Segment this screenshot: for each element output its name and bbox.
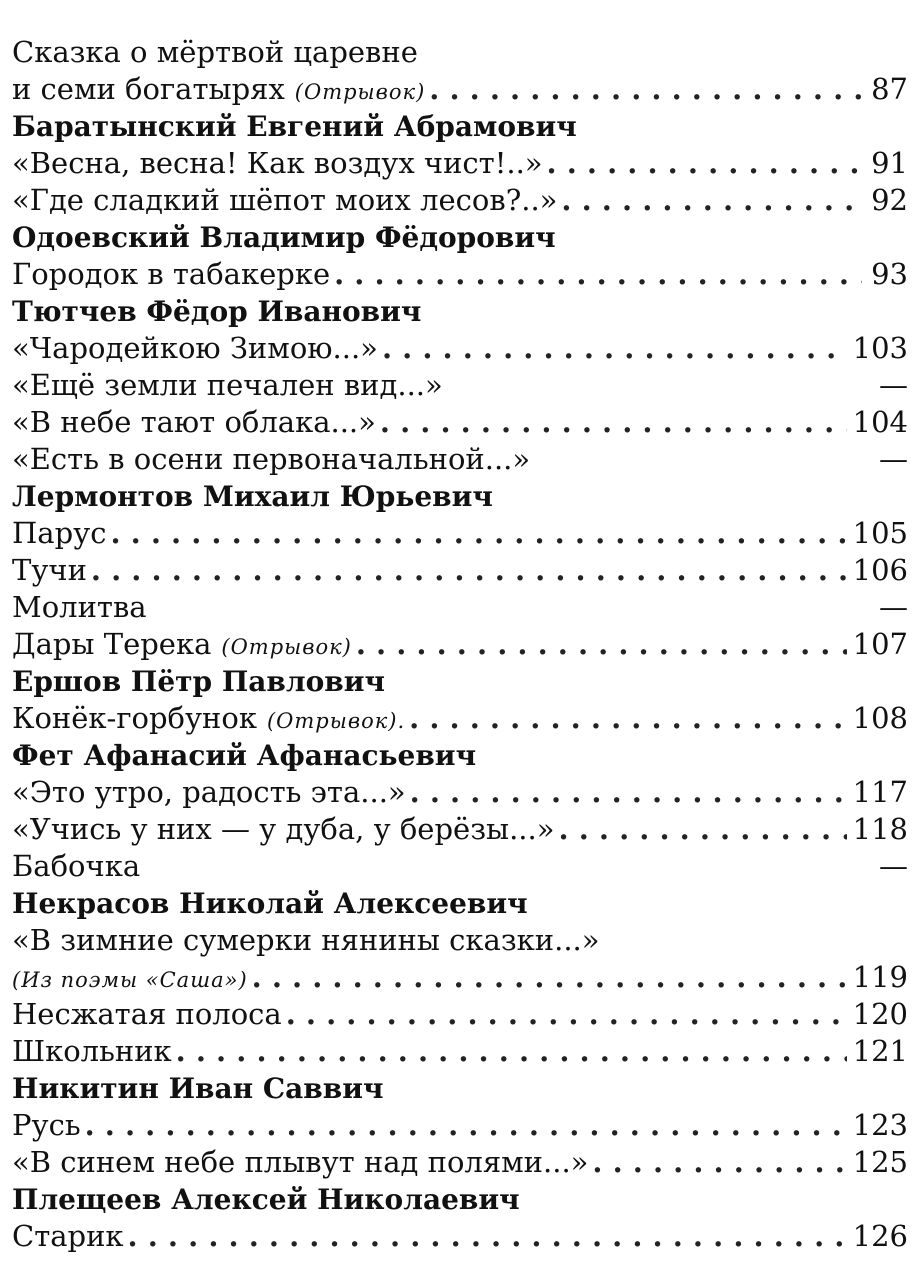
entry-title: Бабочка [12, 849, 141, 883]
toc-entry [12, 256, 908, 293]
author-heading: Баратынский Евгений Абрамович [12, 110, 577, 143]
dot-leader [380, 404, 847, 441]
page-number: 123 [852, 1108, 908, 1142]
toc-entry [12, 1218, 908, 1255]
dot-leader [559, 811, 847, 848]
toc-entry [12, 145, 908, 182]
dot-leader [286, 996, 847, 1033]
toc-entry [12, 848, 908, 885]
dot-leader [410, 774, 847, 811]
entry-title: Молитва [12, 590, 147, 624]
entry-note: (Из поэмы «Саша») [12, 968, 248, 992]
toc-entry [12, 404, 908, 441]
dot-leader [252, 959, 847, 996]
entry-note: (Отрывок) [221, 635, 352, 659]
toc-title-line [12, 922, 908, 959]
toc-entry [12, 330, 908, 367]
toc-entry [12, 552, 908, 589]
toc-entry [12, 1033, 908, 1070]
dot-leader [128, 1218, 847, 1255]
entry-title: Старик [12, 1219, 124, 1253]
page-number: 91 [871, 146, 908, 180]
page-number: — [879, 590, 908, 624]
author-heading: Одоевский Владимир Фёдорович [12, 221, 556, 254]
toc-entry [12, 367, 908, 404]
toc-entry [12, 589, 908, 626]
entry-title: «Ещё земли печален вид...» [12, 368, 443, 402]
toc-entry [12, 996, 908, 1033]
page-number: 125 [852, 1145, 908, 1179]
page-number: 107 [852, 627, 908, 661]
page-number: 121 [852, 1034, 908, 1068]
page-number: 104 [852, 405, 908, 439]
dot-leader [110, 515, 846, 552]
toc-entry [12, 700, 908, 737]
entry-title: Русь [12, 1108, 81, 1142]
entry-title: «Это утро, радость эта...» [12, 775, 406, 809]
entry-title: Несжатая полоса [12, 997, 282, 1031]
entry-title: и семи богатырях [12, 72, 285, 106]
toc-entry [12, 1107, 908, 1144]
dot-leader [592, 1144, 846, 1181]
entry-title: «Чародейкою Зимою...» [12, 331, 378, 365]
author-heading: Плещеев Алексей Николаевич [12, 1183, 520, 1216]
dot-leader [429, 71, 862, 108]
author-heading: Ершов Пётр Павлович [12, 665, 385, 698]
entry-title: Тучи [12, 553, 87, 587]
entry-title: «Весна, весна! Как воздух чист!..» [12, 146, 543, 180]
page-number: 105 [852, 516, 908, 550]
entry-note: (Отрывок) [294, 80, 426, 104]
entry-title: «Учись у них — у дуба, у берёзы...» [12, 812, 555, 846]
page-number: 117 [852, 775, 908, 809]
page-number: 119 [852, 960, 908, 994]
entry-title: «Есть в осени первоначальной...» [12, 442, 531, 476]
toc-entry [12, 959, 908, 996]
author-heading: Лермонтов Михаил Юрьевич [12, 480, 493, 513]
toc-entry [12, 441, 908, 478]
table-of-contents [12, 34, 908, 1255]
page-number: 120 [852, 997, 908, 1031]
page-number: 103 [852, 331, 908, 365]
author-heading: Некрасов Николай Алексеевич [12, 887, 528, 920]
author-heading: Фет Афанасий Афанасьевич [12, 739, 477, 772]
entry-note: (Отрывок). [266, 709, 406, 733]
page-number: — [879, 849, 908, 883]
author-heading: Тютчев Фёдор Иванович [12, 295, 422, 328]
dot-leader [85, 1107, 847, 1144]
author-heading: Никитин Иван Саввич [12, 1072, 384, 1105]
toc-entry [12, 626, 908, 663]
entry-title: Парус [12, 516, 107, 550]
dot-leader [409, 700, 847, 737]
page-number: 106 [852, 553, 908, 587]
dot-leader [334, 256, 862, 293]
entry-title: «В синем небе плывут над полями...» [12, 1145, 589, 1179]
page-number: 87 [871, 72, 908, 106]
page-number: — [879, 442, 908, 476]
page-number: — [879, 368, 908, 402]
page-number: 118 [852, 812, 908, 846]
dot-leader [547, 145, 862, 182]
toc-title-line [12, 34, 908, 71]
entry-title: Сказка о мёртвой царевне [12, 35, 418, 69]
dot-leader [561, 182, 862, 219]
entry-title: Городок в табакерке [12, 257, 331, 291]
entry-title: «В небе тают облака...» [12, 405, 376, 439]
toc-entry [12, 515, 908, 552]
toc-entry [12, 71, 908, 108]
toc-entry [12, 182, 908, 219]
toc-entry [12, 811, 908, 848]
toc-entry [12, 1144, 908, 1181]
toc-entry [12, 774, 908, 811]
entry-title: «В зимние сумерки нянины сказки...» [12, 923, 600, 957]
entry-title: «Где сладкий шёпот моих лесов?..» [12, 183, 558, 217]
page-number: 93 [871, 257, 908, 291]
entry-title: Дары Терека [12, 627, 212, 661]
page-number: 92 [871, 183, 908, 217]
dot-leader [356, 626, 847, 663]
page-number: 108 [852, 701, 908, 735]
entry-title: Школьник [12, 1034, 172, 1068]
dot-leader [176, 1033, 847, 1070]
dot-leader [91, 552, 847, 589]
entry-title: Конёк-горбунок [12, 701, 257, 735]
page-number: 126 [852, 1219, 908, 1253]
dot-leader [382, 330, 847, 367]
